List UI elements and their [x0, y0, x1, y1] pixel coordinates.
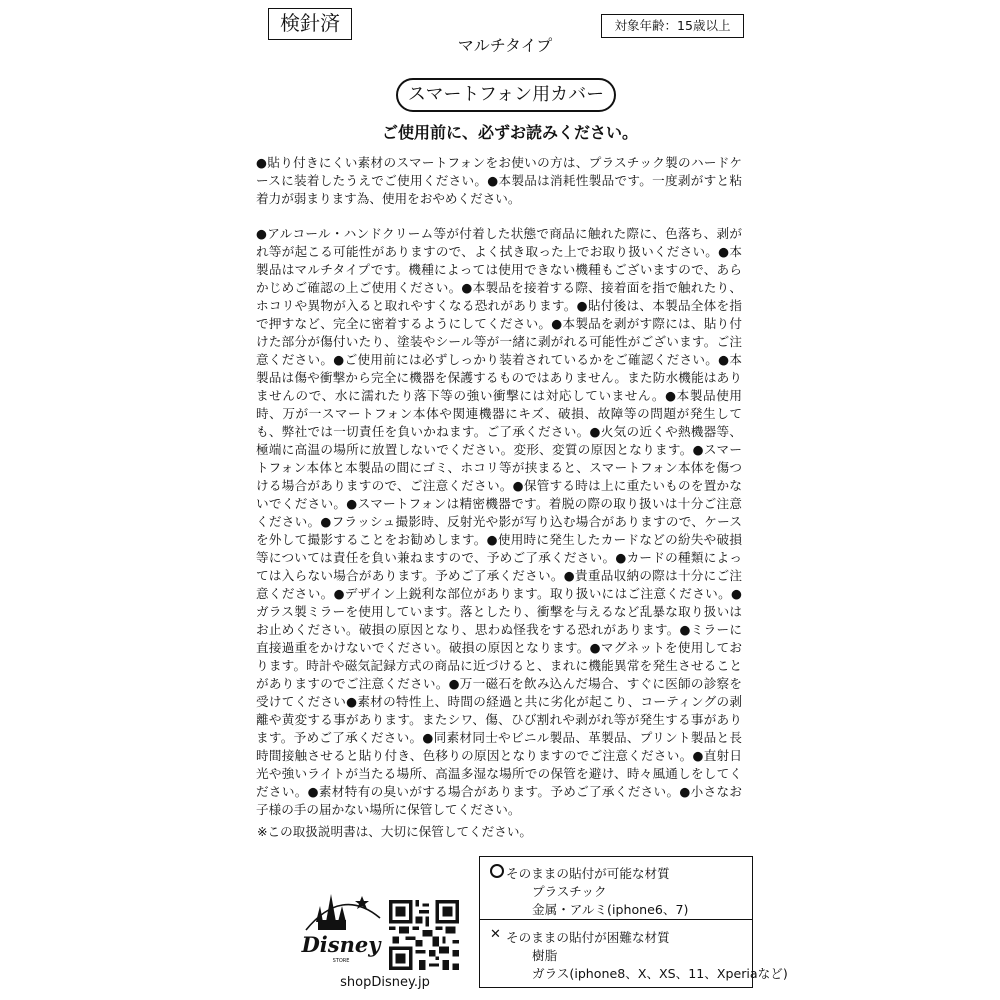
shop-url: shopDisney.jp — [340, 975, 430, 990]
product-label: スマートフォン用カバー — [396, 78, 616, 112]
keep-note: ※この取扱説明書は、大切に保管してください。 — [257, 824, 533, 839]
circle-icon — [490, 864, 504, 882]
legend-ng-row — [480, 919, 788, 987]
legend-ok-item: プラスチック — [532, 884, 607, 899]
caution-paragraph-1: ●貼り付きにくい素材のスマートフォンをお使いの方は、プラスチック製のハードケースに装着したうえでご使用ください。●本製品は消耗性製品です。一度剥がすと粘着力が弱まります為、使用をおやめください。 — [256, 155, 742, 206]
inspected-stamp: 検針済 — [268, 8, 352, 40]
qr-code-icon — [388, 900, 460, 970]
type-label: マルチタイプ — [457, 36, 553, 55]
legend-ng-item: ガラス(iphone8、X、XS、11、Xperiaなど) — [532, 966, 788, 981]
caution-paragraph-2: ●アルコール・ハンドクリーム等が付着した状態で商品に触れた際に、色落ち、剥がれ等が起こる可能性がありますので、よく拭き取った上でお取り扱いください。●本製品はマルチタイプです。機種によっては使用できない機種もございますので、あらかじめご確認の上ご使用ください。●本製品を接着する際、接着面を指で触れたり、ホコリや異物が入ると取れやすくなる恐れがあります。●貼付後は、本製品全体を指で押すなど、完全に密着するようにしてください。●本製品を剥がす際には、貼り付けた部分が傷付いたり、塗装やシール等が一緒に剥がれる可能性がございます。ご注意ください。●ご使用前には必ずしっかり装着されているかをご確認ください。●本製品は傷や衝撃から完全に機器を保護するものではありません。また防水機能はありませんので、水に濡れたり落下等の強い衝撃には対応していません。●本製品使用時、万が一スマートフォン本体や関連機器にキズ、破損、故障等の問題が発生しても、弊社では一切責任を負いかねます。ご了承ください。●火気の近くや熱機器等、極端に高温の場所に放置しないでください。変形、変質の原因となります。●スマートフォン本体と本製品の間にゴミ、ホコリ等が挟まると、スマートフォン本体を傷つける場合がありますので、ご注意ください。●保管する時は上に重たいものを置かないでください。●スマートフォンは精密機器です。着脱の際の取り扱いは十分ご注意ください。●フラッシュ撮影時、反射光や影が写り込む場合がありますので、ケースを外して撮影することをお勧めします。●使用時に発生したカードなどの紛失や破損等については責任を負い兼ねますので、予めご了承ください。●カードの種類によっては入らない場合があります。予めご了承ください。●貴重品収納の際は十分にご注意ください。●デザイン上鋭利な部位があります。取り扱いにはご注意ください。●ガラス製ミラーを使用しています。落としたり、衝撃を与えるなど乱暴な取り扱いはお止めください。破損の原因となり、思わぬ怪我をする恐れがあります。●ミラーに直接過重をかけないでください。破損の原因となります。●マグネットを使用しております。時計や磁気記録方式の商品に近づけると、まれに機能異常を発生させることがありますのでご注意ください。●万一磁石を飲み込んだ場合、すぐに医師の診察を受けてください●素材の特性上、時間の経過と共に劣化が起こり、コーティングの剥離や黄変する事があります。またシワ、傷、ひび割れや剥がれ等が発生する事があります。予めご了承ください。●同素材同士やビニル製品、革製品、プリント製品と長時間接触させると貼り付き、色移りの原因となりますのでご注意ください。●直射日光や強いライトが当たる場所、高温多湿な場所での保管を避け、時々風通しをしてください。●素材特有の臭いがする場合があります。予めご了承ください。●小さなお子様の手の届かない場所に保管してください。 — [256, 226, 742, 817]
logo-text: Disney — [301, 932, 381, 957]
logo-subtext: STORE — [332, 958, 350, 964]
legend-ng-item: 樹脂 — [532, 948, 558, 963]
notice-heading: ご使用前に、必ずお読みください。 — [381, 123, 638, 142]
cross-icon: ✕ — [490, 927, 501, 942]
legend-ok-item: 金属・アルミ(iphone6、7) — [532, 902, 689, 917]
legend-ok-row — [480, 857, 752, 920]
legend-ng-title: そのままの貼付が困難な材質 — [506, 930, 670, 945]
disney-store-logo-icon — [296, 880, 386, 970]
material-legend — [479, 856, 788, 988]
legend-ok-title: そのままの貼付が可能な材質 — [506, 866, 670, 881]
age-label: 対象年齢：15歳以上 — [601, 14, 744, 38]
